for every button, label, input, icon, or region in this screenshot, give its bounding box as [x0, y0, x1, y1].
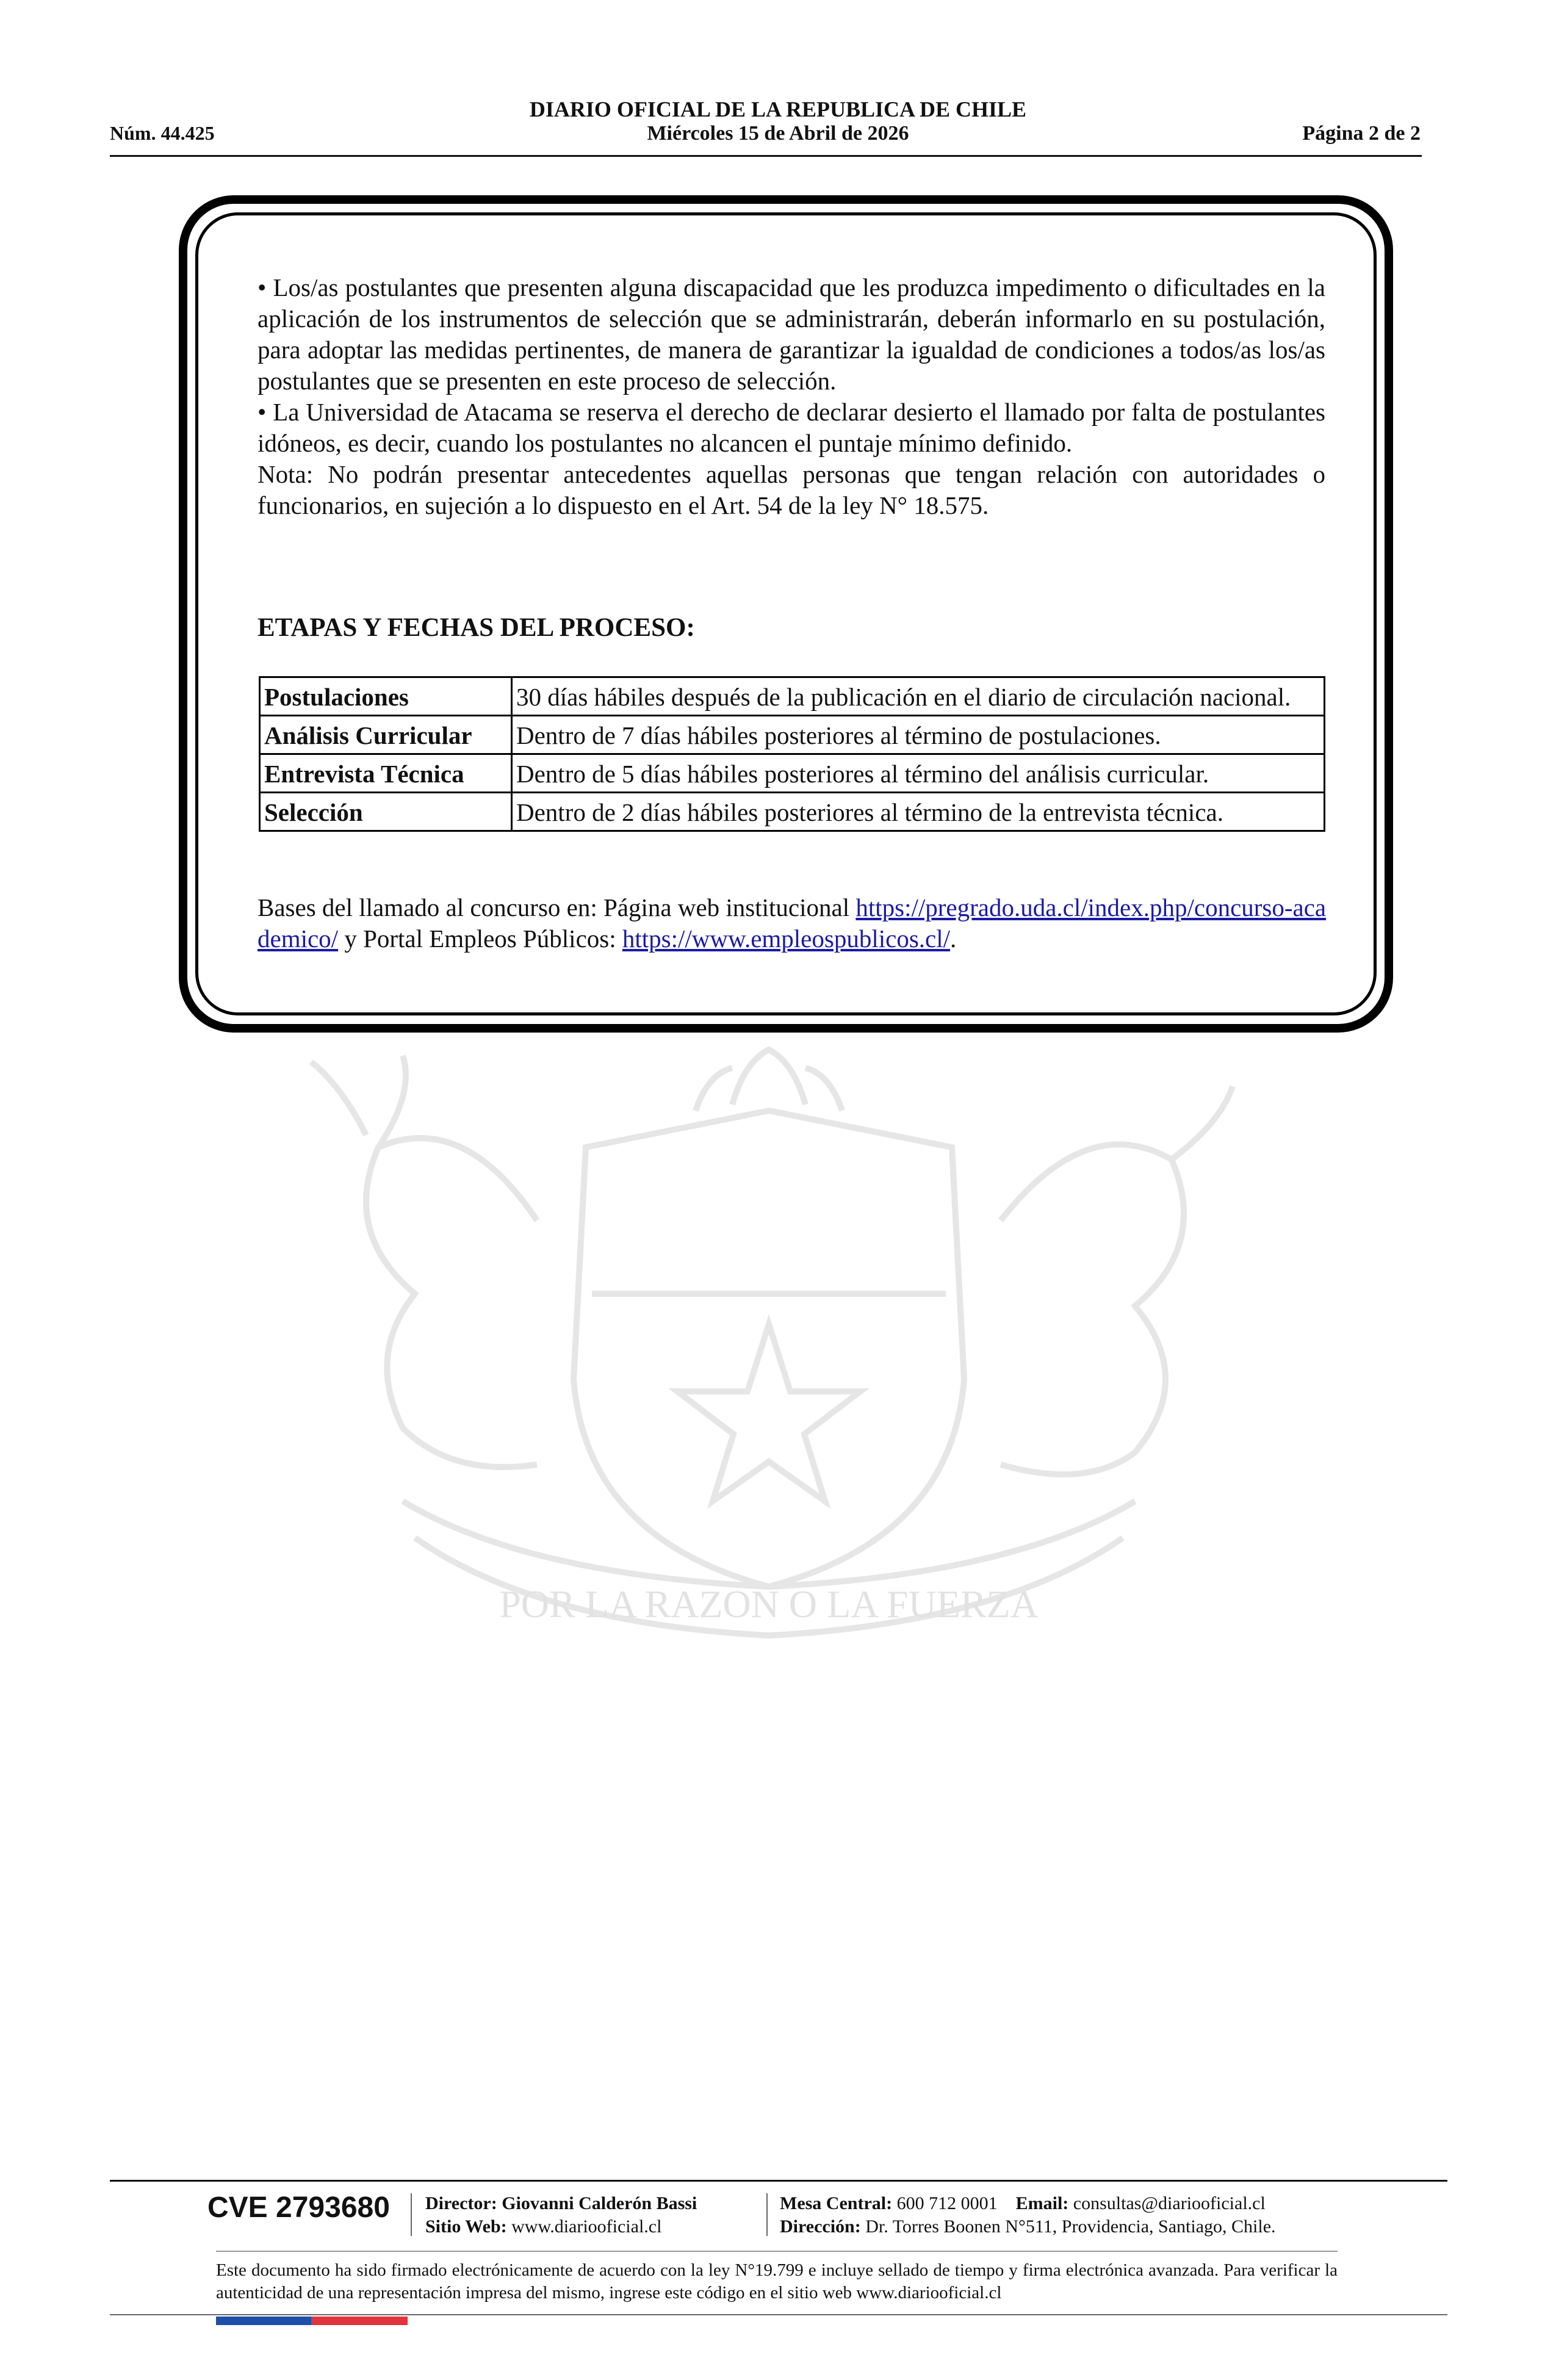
director-name: Giovanni Calderón Bassi [502, 2193, 697, 2213]
stage-detail-cell: 30 días hábiles después de la publicación en el diario de circulación nacional. [512, 677, 1325, 716]
flag-stripe-red [311, 2317, 408, 2325]
etapas-heading: ETAPAS Y FECHAS DEL PROCESO: [258, 613, 695, 642]
bases-suffix: . [950, 925, 957, 953]
header-divider [110, 155, 1422, 157]
footer-director-block [425, 2192, 697, 2238]
direccion-value: Dr. Torres Boonen N°511, Providencia, Santiago, Chile. [865, 2216, 1276, 2237]
bases-paragraph [258, 892, 1331, 954]
stage-cell: Análisis Curricular [260, 716, 512, 754]
issue-number: Núm. 44.425 [110, 122, 215, 144]
stage-detail-cell: Dentro de 2 días hábiles posteriores al término de la entrevista técnica. [512, 793, 1325, 831]
stage-cell: Selección [260, 793, 512, 831]
etapas-table [259, 676, 1325, 832]
paragraph-desierto: • La Universidad de Atacama se reserva el derecho de declarar desierto el llamado por falta de postulantes idóneos, es decir, cuando los postulantes no alcancen el puntaje mínimo definido. [258, 398, 1325, 457]
coat-of-arms-watermark [220, 1037, 1318, 1678]
mesa-value: 600 712 0001 [896, 2193, 998, 2213]
email-label: Email: [1015, 2193, 1069, 2213]
footer-separator [766, 2193, 768, 2236]
website-label: Sitio Web: [425, 2216, 507, 2237]
table-row [260, 677, 1325, 716]
mesa-label: Mesa Central: [780, 2193, 893, 2213]
website-value: www.diariooficial.cl [511, 2216, 662, 2237]
stage-detail-cell: Dentro de 5 días hábiles posteriores al término del análisis curricular. [512, 754, 1325, 793]
bases-mid: y Portal Empleos Públicos: [338, 925, 622, 953]
footer-divider-top [110, 2180, 1447, 2182]
page-indicator: Página 2 de 2 [1302, 122, 1421, 145]
table-row [260, 716, 1325, 754]
email-value: consultas@diariooficial.cl [1073, 2193, 1266, 2213]
cve-code: CVE 2793680 [207, 2191, 390, 2224]
footer-separator [411, 2193, 412, 2236]
footer-divider-mid [216, 2251, 1338, 2252]
footer-contact-block [780, 2192, 1276, 2238]
stage-cell: Entrevista Técnica [260, 754, 512, 793]
masthead-title: DIARIO OFICIAL DE LA REPUBLICA DE CHILE [529, 97, 1027, 121]
bases-link-empleos[interactable]: https://www.empleospublicos.cl/ [622, 925, 950, 953]
bases-prefix: Bases del llamado al concurso en: Página web institucional [258, 893, 856, 921]
notice-body [258, 272, 1325, 521]
stage-cell: Postulaciones [260, 677, 512, 716]
bases-link-pregrado[interactable]: https://pregrado.uda.cl/index.php/concurso-academico/ [258, 893, 1327, 953]
flag-stripe-blue [216, 2317, 311, 2325]
direccion-label: Dirección: [780, 2216, 861, 2237]
table-row [260, 754, 1325, 793]
director-label: Director: [425, 2193, 497, 2213]
table-row [260, 793, 1325, 831]
paragraph-nota: Nota: No podrán presentar antecedentes aquellas personas que tengan relación con autoridades o funcionarios, en sujeción a lo dispuesto en el Art. 54 de la ley N° 18.575. [258, 460, 1325, 519]
motto-text: POR LA RAZON O LA FUERZA [499, 1582, 1039, 1626]
issue-date: Miércoles 15 de Abril de 2026 [647, 122, 909, 145]
electronic-signature-notice: Este documento ha sido firmado electrónicamente de acuerdo con la ley N°19.799 e incluye sellado de tiempo y firma electrónica avanzada. Para verificar la autenticidad de una representación impresa del mismo, ingrese este código en el sitio web www.diariooficial.cl [216, 2260, 1338, 2302]
stage-detail-cell: Dentro de 7 días hábiles posteriores al término de postulaciones. [512, 716, 1325, 754]
paragraph-discapacidad: • Los/as postulantes que presenten alguna discapacidad que les produzca impedimento o dificultades en la aplicación de los instrumentos de selección que se administrarán, deberán informarlo en su postulación, para adoptar las medidas pertinentes, de manera de garantizar la igualdad de condiciones a todos/as los/as postulantes que se presenten en este proceso de selección. [258, 273, 1325, 395]
footer-divider-bottom [110, 2314, 1447, 2315]
